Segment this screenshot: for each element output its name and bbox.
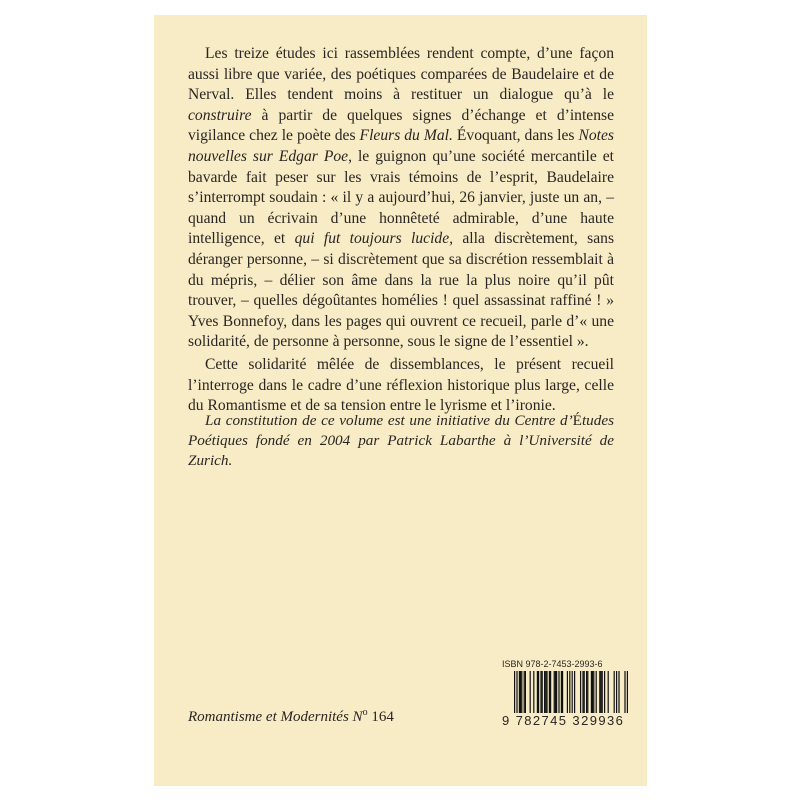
barcode-bar (616, 671, 617, 713)
blurb-paragraph-1 (188, 44, 614, 353)
barcode-bar (599, 671, 600, 713)
barcode-bar (520, 671, 521, 713)
barcode-bar (580, 671, 581, 713)
barcode-bar (544, 671, 545, 713)
barcode-bar (604, 671, 605, 713)
blurb-italic-title: Notes nouvelles sur Edgar Poe (188, 127, 615, 165)
barcode-bar (567, 671, 568, 713)
blurb-text-run: , le guignon qu’une société mercantile et bavarde fait peser sur les vrais témoins de l’esprit, Baudelaire s’interrompt soudain : « il y a aujourd’hui, 26 janvier, juste un an, – quand un écrivain d’une honnêteté admirable, d’une haute intelligence, et (188, 147, 614, 248)
barcode-bar (558, 671, 559, 713)
barcode-bar (582, 671, 583, 713)
barcode-bar (561, 671, 562, 713)
barcode-bar (546, 671, 547, 713)
barcode-bar (614, 671, 615, 713)
blurb-text-run: Évoquant, dans les (452, 127, 579, 145)
note-text-start: La constitution de ce volume est une initiative du Centre d’ (205, 412, 573, 429)
barcode-bar (602, 671, 603, 713)
blurb-italic-title: qui fut toujours lucide, (294, 230, 454, 248)
editorial-note (188, 411, 614, 471)
barcode-bar (530, 671, 531, 713)
book-back-cover (154, 15, 647, 786)
barcode-bar (618, 671, 619, 713)
barcode-bar (569, 671, 570, 719)
barcode-bar (627, 671, 628, 719)
barcode-bar (572, 671, 573, 719)
barcode-bar (533, 671, 534, 713)
blurb-italic-title: Fleurs du Mal. (359, 127, 453, 145)
barcode-bar (537, 671, 538, 713)
barcode-bar (562, 671, 563, 713)
note-capital-e: É (572, 412, 582, 429)
barcode-bar (624, 671, 625, 719)
barcode-bar (540, 671, 541, 713)
barcode-bar (555, 671, 556, 713)
blurb-paragraph-2: Cette solidarité mêlée de dissemblances, le présent recueil l’interroge dans le cadre d’une réflexion historique plus large, celle du Romantisme et de sa tension entre le lyrisme et l’ironie. (188, 355, 614, 415)
barcode-bar (600, 671, 601, 713)
series-title (188, 707, 394, 726)
barcode-bar (591, 671, 592, 713)
barcode-bar (524, 671, 525, 713)
blurb-text-run: Les treize études ici rassemblées rendent compte, d’une façon aussi libre que variée, des poétiques comparées de Baudelaire et de Nerval. Elles tendent moins à restituer un dialogue qu’à le (188, 45, 614, 104)
barcode-bar (586, 671, 587, 713)
barcode-bar (556, 671, 557, 713)
barcode-bar (514, 671, 515, 719)
series-number: 164 (367, 709, 394, 725)
barcode-bar (545, 671, 546, 713)
barcode-bar (519, 671, 520, 713)
barcode-bar (596, 671, 597, 713)
series-label: Romantisme et Modernités N (188, 709, 363, 725)
barcode-bar (593, 671, 594, 713)
barcode-bar (549, 671, 550, 713)
barcode-bar (587, 671, 588, 713)
blurb-text-run: à partir de quelques signes d’échange et d’intense vigilance chez le poète des (188, 106, 614, 145)
barcode-bar (550, 671, 551, 713)
blurb-text (188, 44, 614, 417)
barcode-bar (516, 671, 517, 719)
barcode-bar (525, 671, 526, 713)
barcode-bar (584, 671, 585, 713)
barcode-bar (538, 671, 539, 713)
series-number-sign: o (362, 707, 368, 718)
barcode-bar (542, 671, 543, 713)
ean-digits: 9 782745 329936 (502, 713, 634, 728)
barcode-bar (574, 671, 575, 713)
blurb-italic-title: construire (188, 106, 252, 124)
barcode-bar (554, 671, 555, 713)
barcode-block (502, 659, 634, 728)
note-text-end: tudes Poétiques fondé en 2004 par Patrick Labarthe à l’Université de Zurich. (188, 412, 614, 469)
barcode-bar (521, 671, 522, 713)
isbn-label: ISBN 978-2-7453-2993-6 (502, 659, 603, 669)
barcode-bar (592, 671, 593, 713)
barcode-bar (608, 671, 609, 713)
blurb-text-run: alla discrètement, sans déranger personne, – si discrètement que sa discrétion ressemblait à du mépris, – délier son âme dans la rue la plus noire qu’il pût trouver, – quelles dégoûtantes homélies ! quel assassinat raffiné ! » Yves Bonnefoy, dans les pages qui ouvrent ce recueil, parle d’« une solidarité, de personne à personne, sous le signe de l’essentiel ». (188, 230, 615, 351)
